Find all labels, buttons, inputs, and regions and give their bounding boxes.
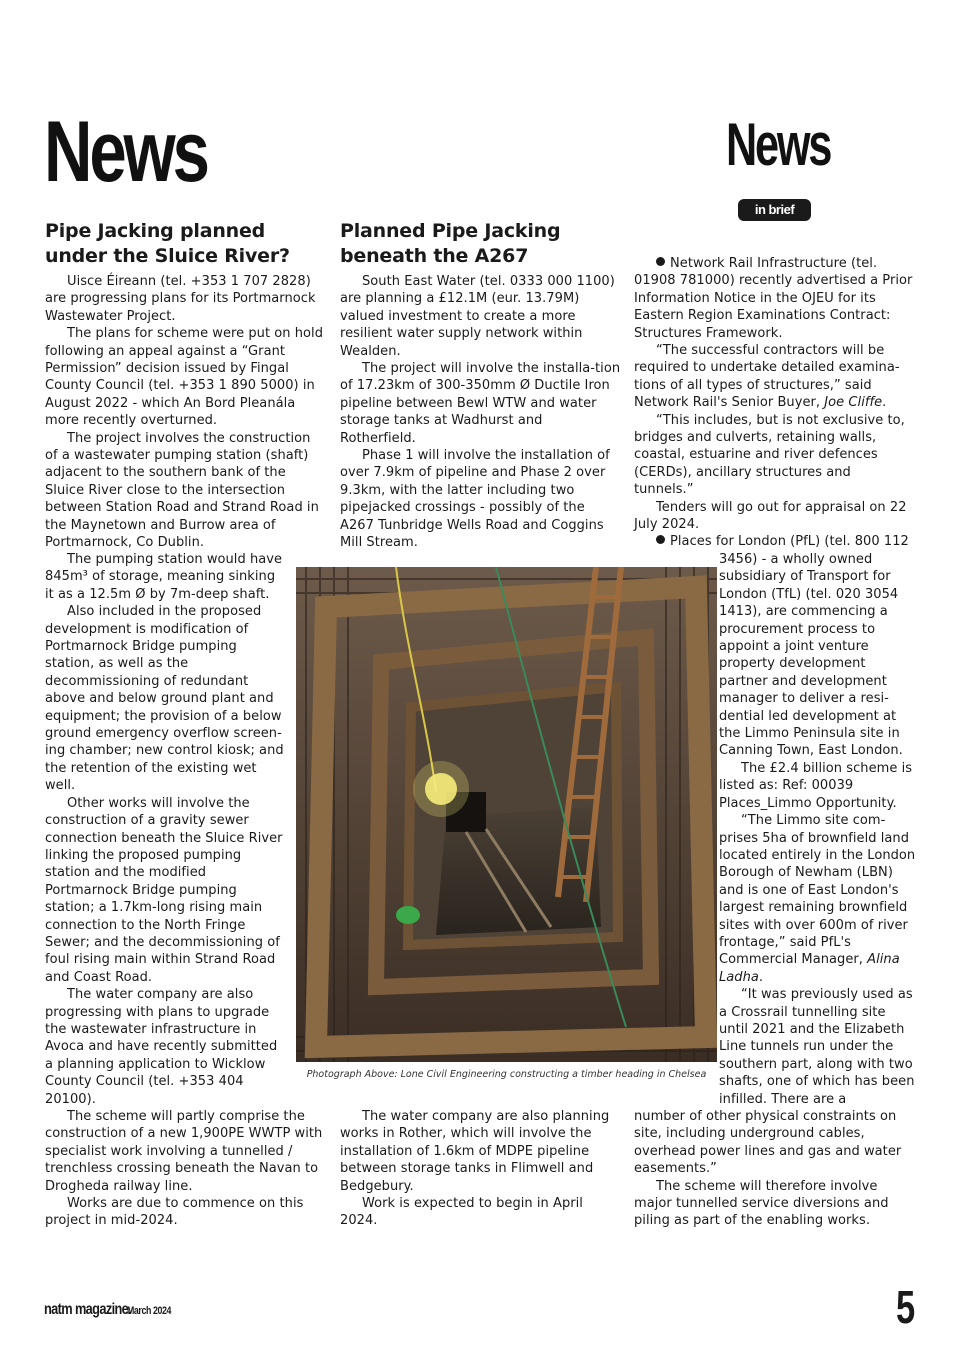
brief-text: Network Rail Infrastructure (tel. 01908 781000) recently advertised a Prior Information Notice in the OJEU for its Eastern Region Examinations Contract: Structures Framework.	[634, 256, 913, 341]
brief-paragraph: Tenders will go out for appraisal on 22 July 2024.	[634, 499, 907, 533]
brief-item-pfl-narrow	[719, 551, 916, 1108]
article2-column-top	[340, 273, 622, 552]
brief-paragraph: “The successful contractors will be required to undertake detailed examina-tions of all types of structures,” said Network Rail's Senior Buyer, Joe Cliffe.	[634, 343, 900, 411]
brief-paragraph: “This includes, but is not exclusive to, bridges and culverts, retaining walls, coastal, estuarine and river defences (CERDs), ancillary structures and tunnels.”	[634, 412, 905, 498]
article2-heading-line1: Planned Pipe Jacking	[340, 220, 561, 242]
timber-shaft-illustration	[296, 567, 717, 1062]
article1-column-middle	[45, 551, 288, 1108]
article2-paragraph: The project will involve the installa-tion of 17.23km of 300-350mm Ø Ductile Iron pipeline between Bewl WTW and water storage tanks at Wadhurst and Rotherfield.	[340, 361, 621, 446]
article1-column-top	[45, 273, 325, 552]
article1-paragraph: Uisce Éireann (tel. +353 1 707 2828) are progressing plans for its Portmarnock Wastewater Project.	[45, 274, 316, 324]
brief-paragraph: number of other physical constraints on site, including underground cables, overhead power lines and gas and water easements.”	[634, 1109, 902, 1177]
section-title-right: News	[726, 111, 831, 178]
brief-person-name: Joe Cliffe	[824, 395, 883, 411]
brief-text: Places for London (PfL) (tel. 800 112	[670, 534, 909, 549]
bullet-icon	[656, 535, 665, 544]
article1-paragraph: The project involves the construction of a wastewater pumping station (shaft) adjacent to the southern bank of the Sluice River close to the intersection between Station Road and Strand Road in the Maynetown and Burrow area of Portmarnock, Co Dublin.	[45, 430, 319, 551]
shaft-photo	[296, 567, 717, 1062]
section-title: News	[44, 104, 207, 200]
bullet-icon	[656, 257, 665, 266]
brief-paragraph: 3456) - a wholly owned subsidiary of Transport for London (TfL) (tel. 020 3054 1413), are commencing a procurement process to appoint a joint venture property development partner and development manager to deliver a resi-dential led development at the Limmo Peninsula site in Canning Town, East London.	[719, 552, 903, 759]
brief-paragraph: The scheme will therefore involve major tunnelled service diversions and piling as part of the enabling works.	[634, 1178, 889, 1229]
article1-paragraph: The plans for scheme were put on hold following an appeal against a “Grant Permission” decision issued by Fingal County Council (tel. +353 1 890 5000) in August 2022 - which An Bord Pleanála more recently overturned.	[45, 326, 324, 429]
in-brief-badge: in brief	[738, 199, 811, 221]
article2-column-bottom	[340, 1108, 622, 1230]
brief-person-name: Alina Ladha	[719, 952, 900, 985]
photo-caption: Photograph Above: Lone Civil Engineering constructing a timber heading in Chelsea	[306, 1069, 707, 1080]
brief-paragraph: “The Limmo site com-prises 5ha of brownfield land located entirely in the London Borough of Newham (LBN) and is one of East London's largest remaining brownfield sites with over 600m of river frontage,” said PfL's Commercial Manager, Alina Ladha.	[719, 813, 916, 985]
article1-paragraph: Works are due to commence on this project in mid-2024.	[45, 1196, 304, 1229]
article1-heading-line1: Pipe Jacking planned	[45, 220, 266, 242]
article2-paragraph: Phase 1 will involve the installation of over 7.9km of pipeline and Phase 2 over 9.3km, with the latter including two pipejacked crossings - possibly of the A267 Tunbridge Wells Road and Coggins Mill Stream.	[340, 448, 610, 551]
brief-paragraph	[634, 255, 914, 342]
article2-heading-line2: beneath the A267	[340, 245, 529, 267]
brief-paragraph: The £2.4 billion scheme is listed as: Ref: 00039 Places_Limmo Opportunity.	[719, 760, 913, 811]
brief-paragraph: “It was previously used as a Crossrail tunnelling site until 2021 and the Elizabeth Line tunnels run under the southern part, along with two shafts, one of which has been infilled. There are a	[719, 987, 915, 1107]
issue-date: March 2024	[127, 1305, 171, 1317]
article1-heading	[45, 219, 335, 269]
brief-paragraph	[634, 533, 914, 550]
article1-heading-line2: under the Sluice River?	[45, 245, 290, 267]
article1-paragraph: Other works will involve the construction of a gravity sewer connection beneath the Sluice River linking the proposed pumping station and the modified Portmarnock Bridge pumping station; a 1.7km-long rising main connection to the North Fringe Sewer; and the decommissioning of foul rising main within Strand Road and Coast Road.	[45, 795, 283, 985]
brief-text: “The Limmo site com-prises 5ha of brownfield land located entirely in the London Borough of Newham (LBN) and is one of East London's largest remaining brownfield sites with over 600m of river frontage,” said PfL's Commercial Manager,	[719, 813, 916, 968]
brief-item-pfl-first-line	[634, 533, 914, 550]
article2-paragraph: South East Water (tel. 0333 000 1100) are planning a £12.1M (eur. 13.79M) valued investment to create a more resilient water supply network within Wealden.	[340, 274, 615, 359]
article1-paragraph: Also included in the proposed development is modification of Portmarnock Bridge pumping station, as well as the decommissioning of redundant above and below ground plant and equipment; the provision of a below ground emergency overflow screen-ing chamber; new control kiosk; and the retention of the existing wet well.	[45, 604, 284, 794]
article2-paragraph: The water company are also planning works in Rother, which will involve the installation of 1.6km of MDPE pipeline between storage tanks in Flimwell and Bedgebury.	[340, 1109, 610, 1194]
brief-text: “The successful contractors will be required to undertake detailed examina-tions of all types of structures,” said Network Rail's Senior Buyer,	[634, 343, 900, 411]
article2-paragraph: Work is expected to begin in April 2024.	[340, 1196, 583, 1229]
article1-paragraph: The scheme will partly comprise the construction of a new 1,900PE WWTP with specialist work involving a tunnelled / trenchless crossing beneath the Navan to Drogheda railway line.	[45, 1109, 323, 1194]
article1-column-bottom	[45, 1108, 325, 1230]
magazine-name: natm magazine.	[44, 1301, 132, 1318]
article2-heading	[340, 219, 630, 269]
brief-item-pfl-bottom	[634, 1108, 914, 1230]
brief-item-network-rail	[634, 255, 914, 534]
page-number: 5	[896, 1281, 916, 1333]
article1-paragraph: The water company are also progressing with plans to upgrade the wastewater infrastructure in Avoca and have recently submitted a planning application to Wicklow County Council (tel. +353 404 20100).	[45, 987, 278, 1107]
article1-paragraph: The pumping station would have 845m³ of storage, meaning sinking it as a 12.5m Ø by 7m-deep shaft.	[45, 552, 283, 602]
